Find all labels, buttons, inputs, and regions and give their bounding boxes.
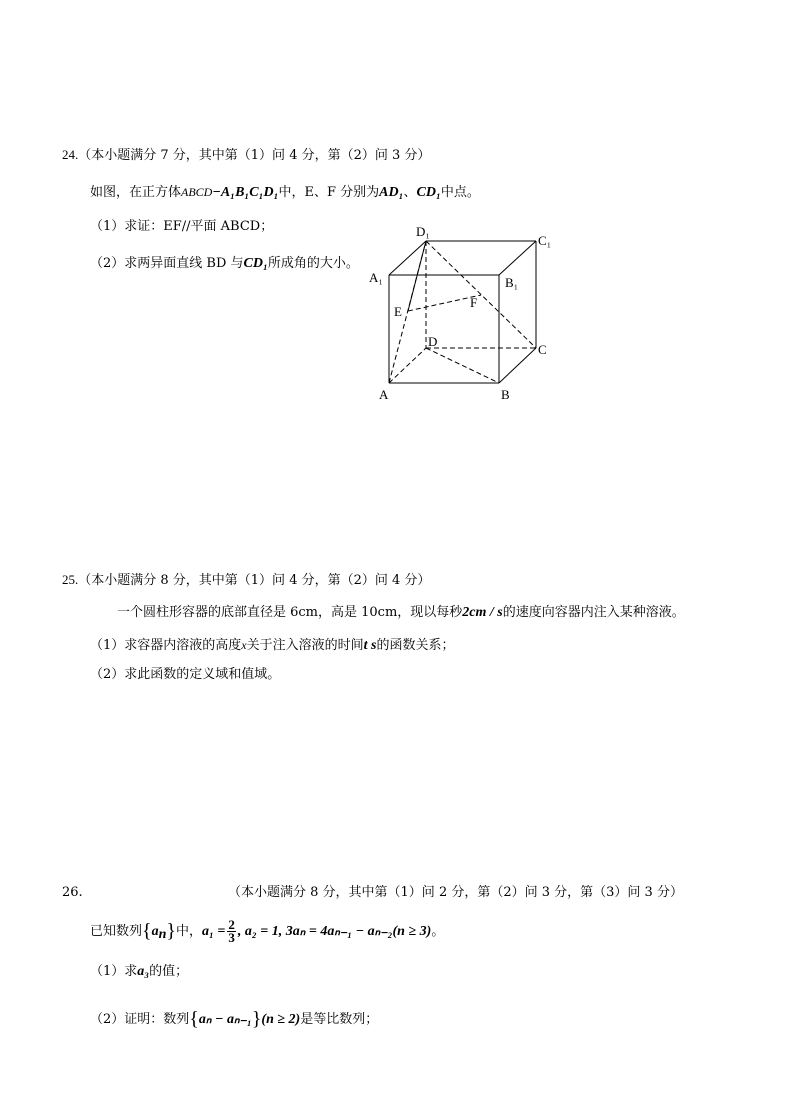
q26-intro bbox=[90, 917, 444, 946]
q26-part1-text: （1）求 bbox=[90, 964, 138, 979]
q26-seq-brace-close: } bbox=[166, 920, 177, 942]
q24-cube-prime: A₁B₁C₁D₁ bbox=[220, 185, 279, 200]
edge-ad-hidden bbox=[389, 348, 426, 383]
q26-seq: a bbox=[151, 924, 159, 939]
q25-part2: （2）求此函数的定义域和值域。 bbox=[90, 667, 281, 682]
q26-intro-end: 。 bbox=[431, 924, 445, 939]
q25-header: （本小题满分 8 分，其中第（1）问 4 分，第（2）问 4 分） bbox=[78, 573, 431, 588]
q26-part1-var: a₃ bbox=[137, 964, 150, 979]
q24-number: 24. bbox=[62, 147, 79, 162]
diag-bd-hidden bbox=[426, 348, 499, 383]
q24-intro bbox=[90, 183, 480, 202]
q24-cube-dash: − bbox=[212, 185, 221, 200]
label-b1: B₁ bbox=[505, 275, 519, 290]
q26-seq-brace-open: { bbox=[142, 920, 152, 942]
label-a: A bbox=[379, 387, 389, 402]
label-f: F bbox=[470, 295, 478, 310]
q26-condition: (n ≥ 3) bbox=[392, 924, 432, 939]
q26-number: 26. bbox=[62, 885, 83, 900]
q26-part2-text: （2）证明：数列 bbox=[90, 1012, 190, 1027]
q24-header-line bbox=[62, 146, 430, 165]
q26-part2-end: 是等比数列； bbox=[300, 1012, 379, 1027]
q26-seq-sub: n bbox=[158, 927, 167, 942]
q26-part2-brace-open: { bbox=[189, 1008, 199, 1030]
q26-part1-end: 的值； bbox=[149, 964, 189, 979]
q25-intro-end: 的速度向容器内注入某种溶液。 bbox=[502, 605, 685, 620]
q26-part1 bbox=[90, 963, 188, 981]
q26-part2-cond: (n ≥ 2) bbox=[261, 1012, 301, 1027]
q25-part1-mid: 关于注入溶液的时间 bbox=[246, 638, 364, 653]
q24-intro-text: 如图，在正方体 bbox=[90, 185, 182, 200]
q26-recurrence: , a₂ = 1, 3aₙ = 4aₙ₋₁ − aₙ₋₂ bbox=[237, 924, 393, 939]
q25-var-x: x bbox=[241, 638, 247, 652]
q24-part2 bbox=[90, 255, 359, 273]
q26-intro-text: 已知数列 bbox=[90, 924, 143, 939]
q24-seg-cd1: CD₁ bbox=[416, 185, 441, 200]
label-a1: A₁ bbox=[369, 270, 383, 285]
edge-bc bbox=[499, 348, 536, 383]
cube-figure bbox=[360, 222, 570, 407]
q24-seg-ad1: AD₁ bbox=[379, 185, 404, 200]
q26-a1: a₁ = bbox=[202, 924, 226, 939]
q24-part2-end: 所成角的大小。 bbox=[267, 256, 359, 271]
q24-intro-end: 中点。 bbox=[440, 185, 480, 200]
q24-part2-seg: CD₁ bbox=[243, 256, 268, 271]
edge-b1c1 bbox=[499, 241, 536, 275]
q25-number: 25. bbox=[62, 572, 79, 587]
q26-intro-mid: 中， bbox=[176, 924, 203, 939]
label-e: E bbox=[394, 304, 402, 319]
q25-part1-text: （1）求容器内溶液的高度 bbox=[90, 638, 242, 653]
q24-header: （本小题满分 7 分，其中第（1）问 4 分，第（2）问 3 分） bbox=[78, 148, 431, 163]
segment-d1e bbox=[408, 241, 426, 311]
q26-fraction bbox=[227, 919, 236, 944]
q25-part1 bbox=[90, 636, 454, 655]
q25-rate: 2cm / s bbox=[462, 605, 503, 620]
q26-part2-expr: aₙ − aₙ₋₁ bbox=[198, 1012, 252, 1027]
q25-part1-end: 的函数关系； bbox=[376, 638, 455, 653]
q25-header-line bbox=[62, 571, 430, 590]
q24-part1: （1）求证：EF//平面 ABCD； bbox=[90, 219, 274, 234]
label-c1: C₁ bbox=[538, 233, 552, 248]
edge-a1d1 bbox=[389, 241, 426, 275]
q24-part2-text: （2）求两异面直线 BD 与 bbox=[90, 256, 244, 271]
diag-d1c-hidden bbox=[426, 241, 536, 348]
q26-frac-num: 2 bbox=[228, 917, 235, 932]
label-d: D bbox=[428, 334, 438, 349]
q25-var-ts: t s bbox=[363, 638, 377, 653]
q26-header: （本小题满分 8 分，其中第（1）问 2 分，第（2）问 3 分，第（3）问 3 分） bbox=[228, 885, 683, 900]
q26-frac-den: 3 bbox=[228, 930, 235, 945]
label-c: C bbox=[538, 342, 547, 357]
q25-intro bbox=[117, 604, 685, 622]
q24-cube-name: ABCD bbox=[181, 185, 213, 199]
label-b: B bbox=[501, 387, 510, 402]
q25-intro-text: 一个圆柱形容器的底部直径是 6cm，高是 10cm，现以每秒 bbox=[117, 605, 463, 620]
label-d1: D₁ bbox=[416, 224, 430, 239]
q24-intro-mid: 中，E、F 分别为 bbox=[278, 185, 380, 200]
q24-sep: 、 bbox=[403, 185, 417, 200]
q26-part2-brace-close: } bbox=[251, 1008, 262, 1030]
q26-part2 bbox=[90, 1006, 378, 1033]
